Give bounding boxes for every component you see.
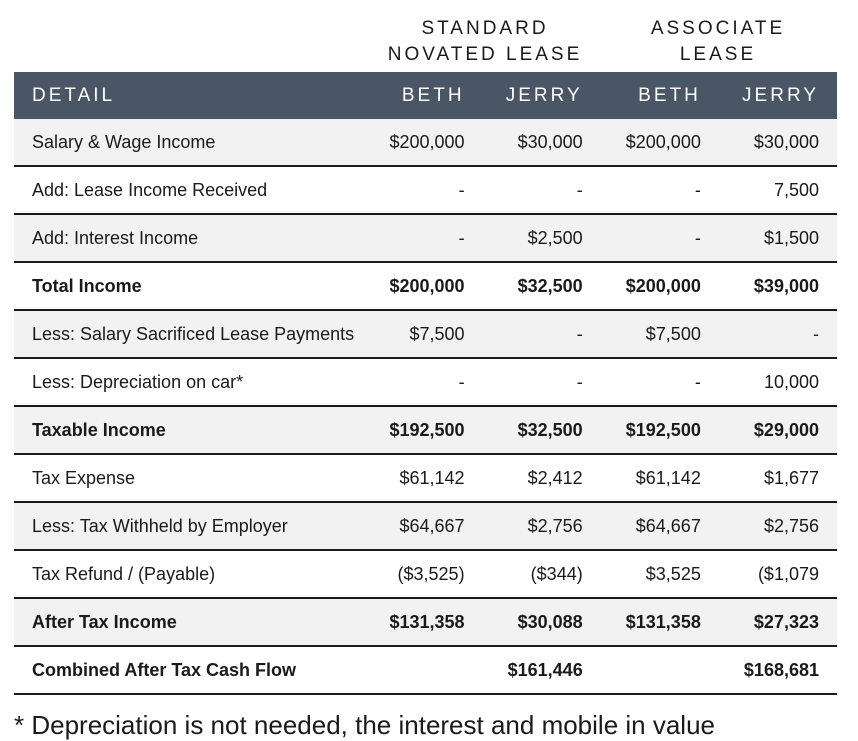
cell-standard-jerry: - bbox=[483, 310, 601, 358]
cell-associate-beth: - bbox=[601, 214, 719, 262]
cell-associate-beth: $7,500 bbox=[601, 310, 719, 358]
cell-standard-beth: $200,000 bbox=[364, 119, 482, 166]
cell-standard-beth: $200,000 bbox=[364, 262, 482, 310]
cell-standard-beth: $131,358 bbox=[364, 598, 482, 646]
associate-beth-column-header: BETH bbox=[601, 72, 719, 119]
standard-novated-lease-header bbox=[380, 16, 590, 68]
row-label: Add: Interest Income bbox=[14, 214, 364, 262]
cell-standard-beth: - bbox=[364, 214, 482, 262]
cell-standard-beth: $192,500 bbox=[364, 406, 482, 454]
cell-standard-jerry: $32,500 bbox=[483, 406, 601, 454]
row-label: Less: Depreciation on car* bbox=[14, 358, 364, 406]
associate-header-line2: LEASE bbox=[679, 44, 757, 65]
table-row-taxable-income bbox=[14, 406, 837, 454]
cell-associate-jerry: $1,677 bbox=[719, 454, 837, 502]
table-row-combined-after-tax-cash-flow bbox=[14, 646, 837, 694]
row-label: Total Income bbox=[14, 262, 364, 310]
lease-comparison-table bbox=[14, 72, 837, 695]
footnote: * Depreciation is not needed, the interest and mobile in value bbox=[14, 710, 715, 740]
cell-associate-jerry: $1,500 bbox=[719, 214, 837, 262]
table-header-row bbox=[14, 72, 837, 119]
cell-associate-jerry: $39,000 bbox=[719, 262, 837, 310]
cell-associate-jerry: $2,756 bbox=[719, 502, 837, 550]
standard-header-line2: NOVATED LEASE bbox=[387, 44, 583, 65]
cell-standard-beth: - bbox=[364, 166, 482, 214]
cell-associate-beth: $64,667 bbox=[601, 502, 719, 550]
table-row-tax-withheld-by-employer bbox=[14, 502, 837, 550]
cell-standard-jerry: $30,088 bbox=[483, 598, 601, 646]
row-label: Salary & Wage Income bbox=[14, 119, 364, 166]
cell-associate-jerry: 7,500 bbox=[719, 166, 837, 214]
cell-standard-jerry: - bbox=[483, 358, 601, 406]
cell-associate-beth: $200,000 bbox=[601, 262, 719, 310]
cell-associate-jerry: 10,000 bbox=[719, 358, 837, 406]
cell-standard-beth: $7,500 bbox=[364, 310, 482, 358]
standard-jerry-column-header: JERRY bbox=[483, 72, 601, 119]
cell-associate-beth: - bbox=[601, 358, 719, 406]
table-row-tax-expense bbox=[14, 454, 837, 502]
cell-standard-beth: ($3,525) bbox=[364, 550, 482, 598]
table-row-after-tax-income bbox=[14, 598, 837, 646]
table-row-salary-wage-income bbox=[14, 119, 837, 166]
table-row-tax-refund-payable bbox=[14, 550, 837, 598]
cell-associate-beth bbox=[601, 646, 719, 694]
cell-associate-beth: $61,142 bbox=[601, 454, 719, 502]
row-label: Tax Expense bbox=[14, 454, 364, 502]
detail-column-header: DETAIL bbox=[14, 72, 364, 119]
cell-associate-beth: $3,525 bbox=[601, 550, 719, 598]
cell-associate-beth: $192,500 bbox=[601, 406, 719, 454]
cell-standard-jerry: ($344) bbox=[483, 550, 601, 598]
cell-associate-jerry: $29,000 bbox=[719, 406, 837, 454]
cell-standard-jerry: $2,756 bbox=[483, 502, 601, 550]
table-row-interest-income bbox=[14, 214, 837, 262]
row-label: Add: Lease Income Received bbox=[14, 166, 364, 214]
cell-standard-jerry: $2,500 bbox=[483, 214, 601, 262]
associate-jerry-column-header: JERRY bbox=[719, 72, 837, 119]
row-label: Less: Salary Sacrificed Lease Payments bbox=[14, 310, 364, 358]
cell-associate-jerry: - bbox=[719, 310, 837, 358]
cell-standard-jerry: $161,446 bbox=[483, 646, 601, 694]
associate-lease-header bbox=[620, 16, 816, 68]
cell-standard-beth: - bbox=[364, 358, 482, 406]
cell-standard-beth: $61,142 bbox=[364, 454, 482, 502]
table-row-salary-sacrificed-lease-payments bbox=[14, 310, 837, 358]
cell-associate-jerry: ($1,079 bbox=[719, 550, 837, 598]
table-row-total-income bbox=[14, 262, 837, 310]
cell-standard-jerry: $32,500 bbox=[483, 262, 601, 310]
row-label: Combined After Tax Cash Flow bbox=[14, 646, 364, 694]
cell-associate-beth: $200,000 bbox=[601, 119, 719, 166]
cell-standard-jerry: $30,000 bbox=[483, 119, 601, 166]
row-label: Taxable Income bbox=[14, 406, 364, 454]
row-label: Less: Tax Withheld by Employer bbox=[14, 502, 364, 550]
cell-standard-jerry: - bbox=[483, 166, 601, 214]
standard-beth-column-header: BETH bbox=[364, 72, 482, 119]
table-row-lease-income-received bbox=[14, 166, 837, 214]
cell-associate-jerry: $168,681 bbox=[719, 646, 837, 694]
cell-associate-jerry: $30,000 bbox=[719, 119, 837, 166]
cell-associate-beth: - bbox=[601, 166, 719, 214]
cell-standard-beth: $64,667 bbox=[364, 502, 482, 550]
row-label: Tax Refund / (Payable) bbox=[14, 550, 364, 598]
column-group-headers bbox=[0, 0, 858, 72]
cell-associate-jerry: $27,323 bbox=[719, 598, 837, 646]
standard-header-line1: STANDARD bbox=[421, 18, 549, 39]
row-label: After Tax Income bbox=[14, 598, 364, 646]
associate-header-line1: ASSOCIATE bbox=[650, 18, 786, 39]
cell-standard-beth bbox=[364, 646, 482, 694]
cell-standard-jerry: $2,412 bbox=[483, 454, 601, 502]
table-row-depreciation-on-car bbox=[14, 358, 837, 406]
cell-associate-beth: $131,358 bbox=[601, 598, 719, 646]
